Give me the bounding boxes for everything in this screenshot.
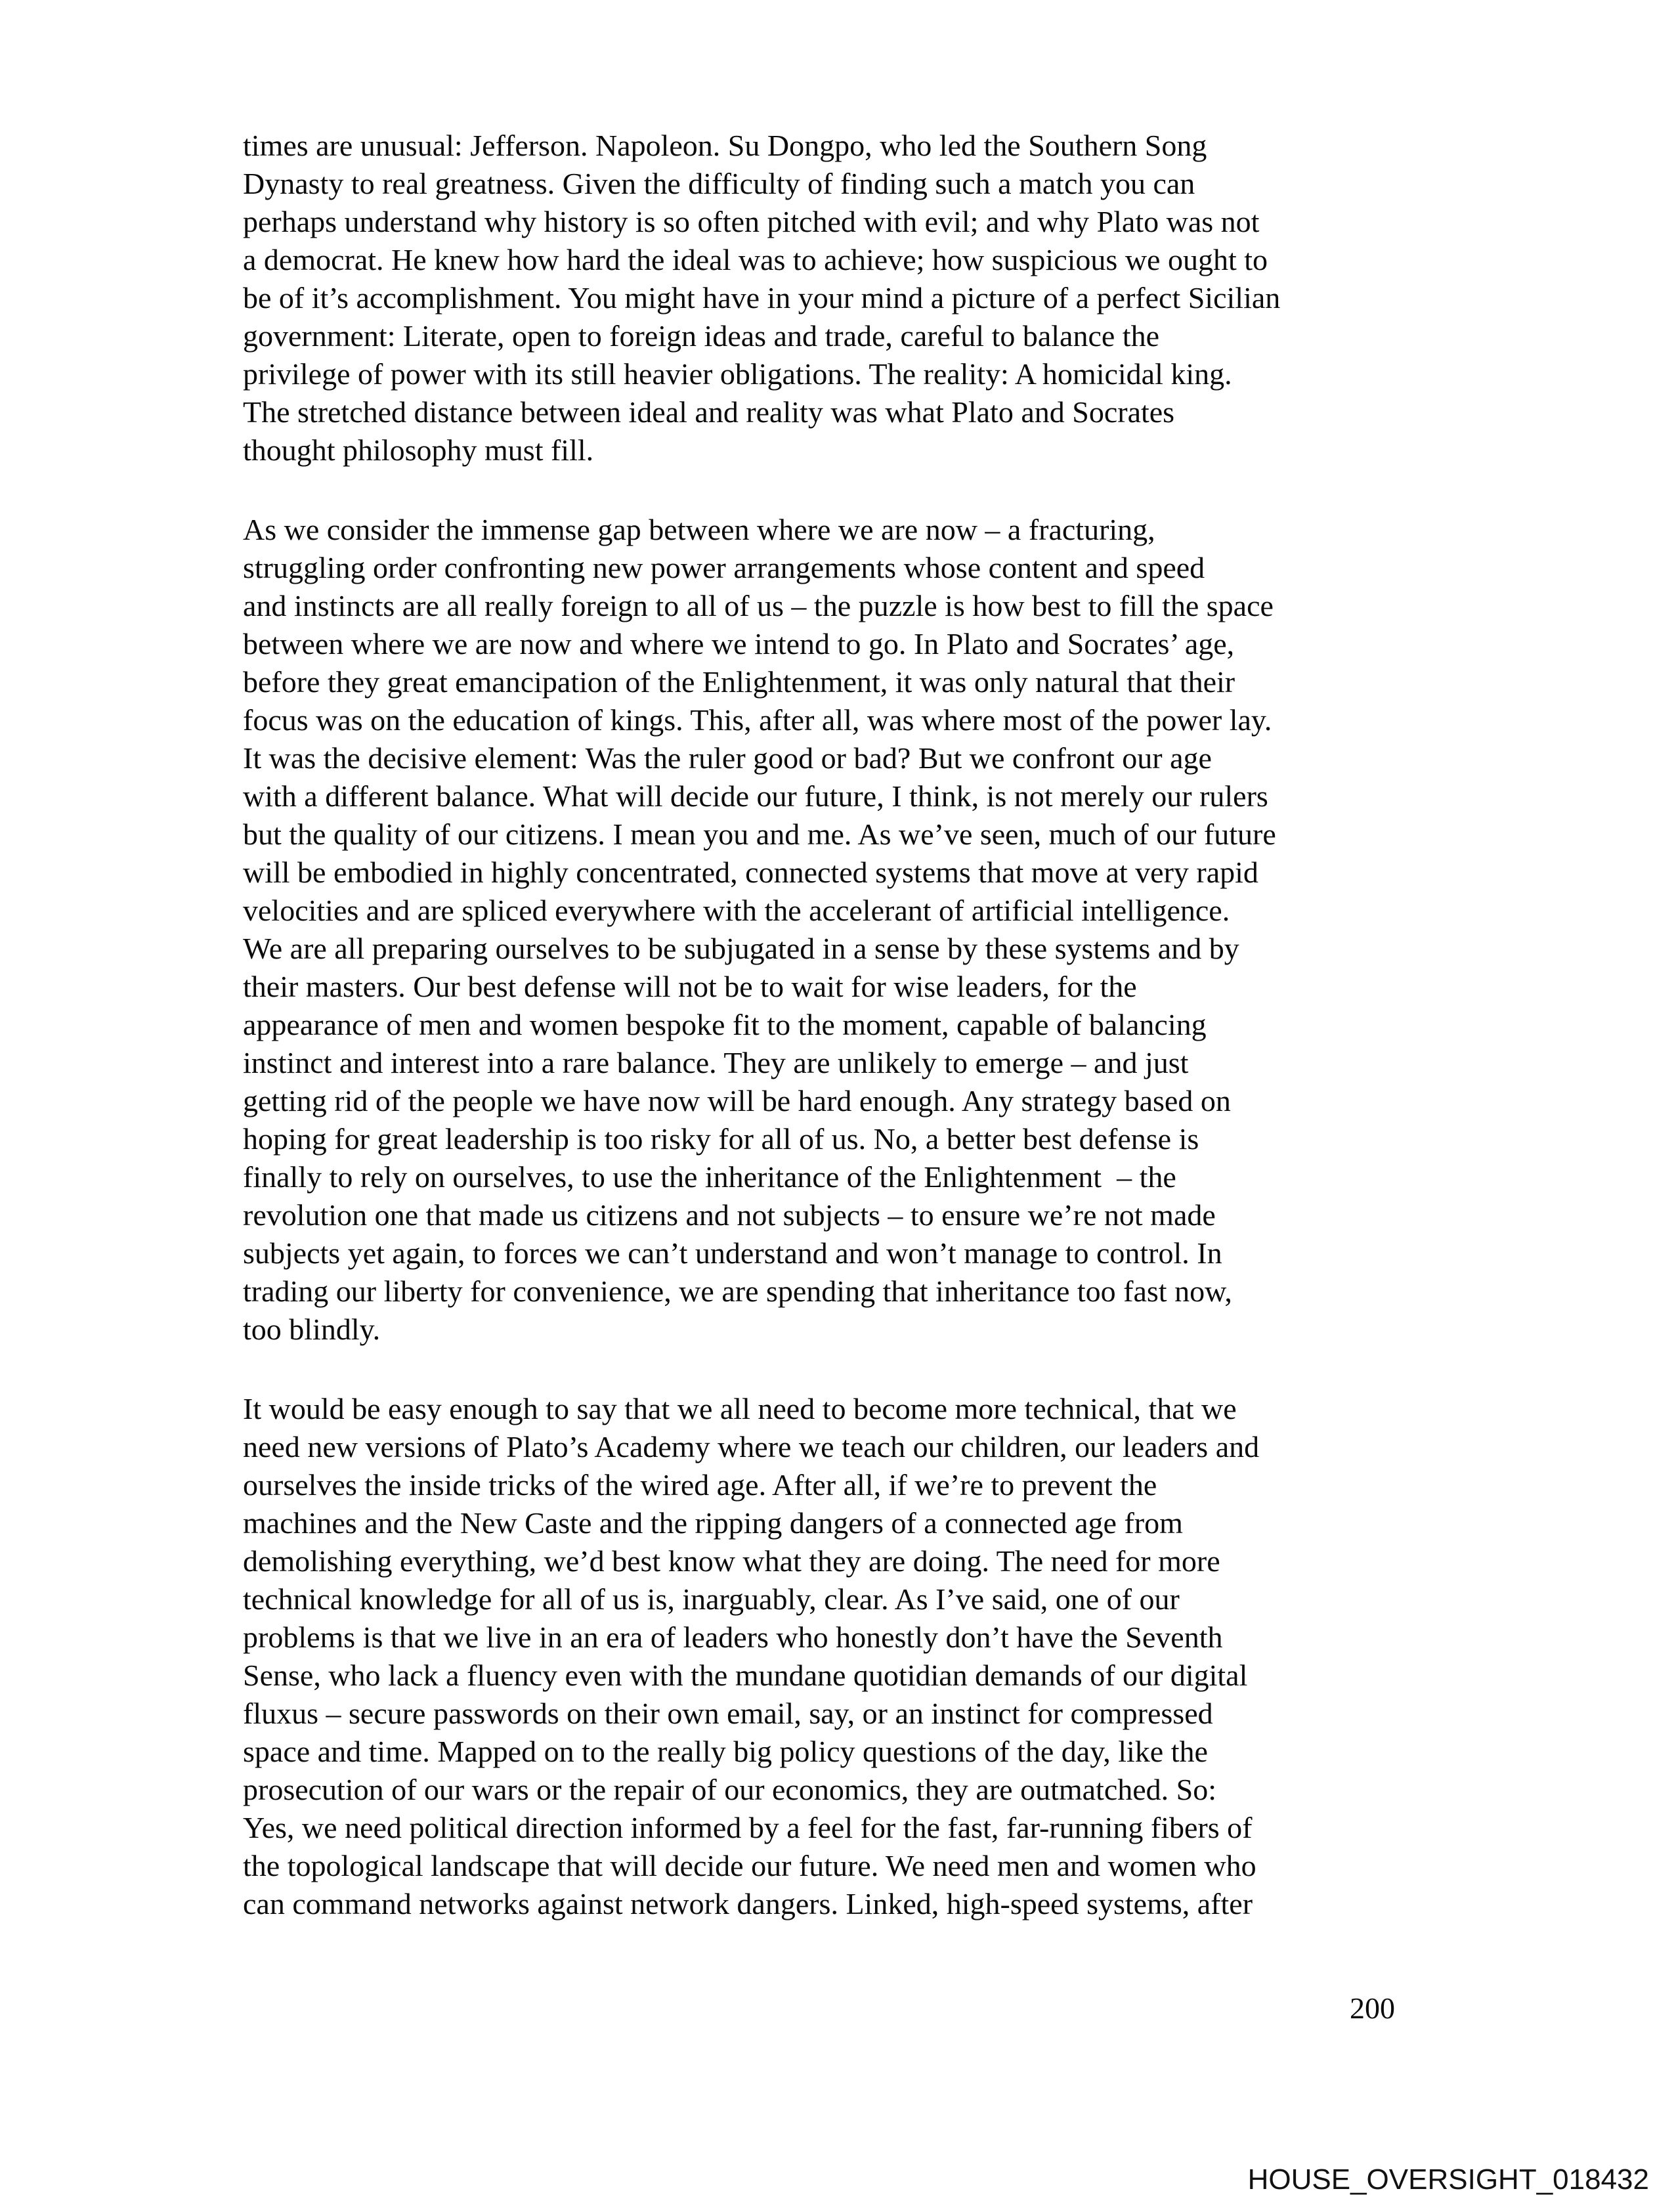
text-line: fluxus – secure passwords on their own email, say, or an instinct for compressed (243, 1697, 1213, 1730)
text-line: between where we are now and where we intend to go. In Plato and Socrates’ age, (243, 627, 1235, 661)
text-line: instinct and interest into a rare balance. They are unlikely to emerge – and just (243, 1046, 1189, 1079)
text-line: It was the decisive element: Was the ruler good or bad? But we confront our age (243, 741, 1212, 775)
text-line: can command networks against network dangers. Linked, high-speed systems, after (243, 1887, 1253, 1920)
text-line: too blindly. (243, 1312, 381, 1346)
text-line: It would be easy enough to say that we all need to become more technical, that we (243, 1392, 1237, 1425)
paragraph (243, 511, 1280, 1349)
text-line: be of it’s accomplishment. You might have in your mind a picture of a perfect Sicilian (243, 281, 1281, 314)
text-line: finally to rely on ourselves, to use the inheritance of the Enlightenment – the (243, 1160, 1176, 1194)
text-line: and instincts are all really foreign to all of us – the puzzle is how best to fill the space (243, 589, 1274, 622)
text-line: velocities and are spliced everywhere with the accelerant of artificial intelligence. (243, 894, 1230, 927)
text-line: Sense, who lack a fluency even with the mundane quotidian demands of our digital (243, 1659, 1248, 1692)
text-line: prosecution of our wars or the repair of our economics, they are outmatched. So: (243, 1773, 1217, 1806)
text-line: before they great emancipation of the Enlightenment, it was only natural that their (243, 665, 1235, 699)
text-line: Dynasty to real greatness. Given the difficulty of finding such a match you can (243, 167, 1195, 200)
text-line: subjects yet again, to forces we can’t understand and won’t manage to control. In (243, 1236, 1222, 1270)
text-line: demolishing everything, we’d best know what they are doing. The need for more (243, 1544, 1220, 1578)
text-line: privilege of power with its still heavier obligations. The reality: A homicidal king. (243, 357, 1232, 391)
text-line: but the quality of our citizens. I mean you and me. As we’ve seen, much of our future (243, 817, 1276, 851)
text-line: The stretched distance between ideal and reality was what Plato and Socrates (243, 395, 1175, 429)
text-line: will be embodied in highly concentrated, connected systems that move at very rapid (243, 856, 1258, 889)
text-line: revolution one that made us citizens and not subjects – to ensure we’re not made (243, 1198, 1216, 1232)
text-line: times are unusual: Jefferson. Napoleon. Su Dongpo, who led the Southern Song (243, 129, 1207, 162)
page-number: 200 (1350, 1991, 1395, 2025)
text-line: machines and the New Caste and the ripping dangers of a connected age from (243, 1506, 1183, 1540)
text-line: trading our liberty for convenience, we are spending that inheritance too fast now, (243, 1274, 1232, 1308)
text-line: the topological landscape that will decide our future. We need men and women who (243, 1849, 1256, 1882)
text-line: technical knowledge for all of us is, inarguably, clear. As I’ve said, one of our (243, 1582, 1180, 1616)
text-line: We are all preparing ourselves to be subjugated in a sense by these systems and by (243, 932, 1239, 965)
text-line: perhaps understand why history is so often pitched with evil; and why Plato was not (243, 205, 1260, 238)
text-line: thought philosophy must fill. (243, 433, 594, 467)
body-text (243, 127, 1280, 1923)
text-line: struggling order confronting new power arrangements whose content and speed (243, 551, 1205, 584)
bates-stamp: HOUSE_OVERSIGHT_018432 (1247, 2163, 1649, 2196)
text-line: with a different balance. What will decide our future, I think, is not merely our rulers (243, 779, 1268, 813)
text-line: need new versions of Plato’s Academy where we teach our children, our leaders and (243, 1430, 1260, 1464)
text-line: ourselves the inside tricks of the wired age. After all, if we’re to prevent the (243, 1468, 1157, 1502)
paragraph (243, 127, 1280, 469)
text-line: their masters. Our best defense will not be to wait for wise leaders, for the (243, 970, 1137, 1003)
text-line: getting rid of the people we have now will be hard enough. Any strategy based on (243, 1084, 1231, 1117)
text-line: appearance of men and women bespoke fit to the moment, capable of balancing (243, 1008, 1207, 1041)
text-line: focus was on the education of kings. This, after all, was where most of the power lay. (243, 703, 1272, 737)
text-line: a democrat. He knew how hard the ideal was to achieve; how suspicious we ought to (243, 243, 1268, 276)
text-line: space and time. Mapped on to the really big policy questions of the day, like the (243, 1735, 1208, 1768)
paragraph (243, 1390, 1280, 1923)
text-line: Yes, we need political direction informed by a feel for the fast, far-running fibers of (243, 1811, 1253, 1844)
text-line: government: Literate, open to foreign ideas and trade, careful to balance the (243, 319, 1159, 353)
text-line: hoping for great leadership is too risky for all of us. No, a better best defense is (243, 1122, 1199, 1156)
text-line: As we consider the immense gap between where we are now – a fracturing, (243, 513, 1155, 546)
text-line: problems is that we live in an era of leaders who honestly don’t have the Seventh (243, 1620, 1223, 1654)
